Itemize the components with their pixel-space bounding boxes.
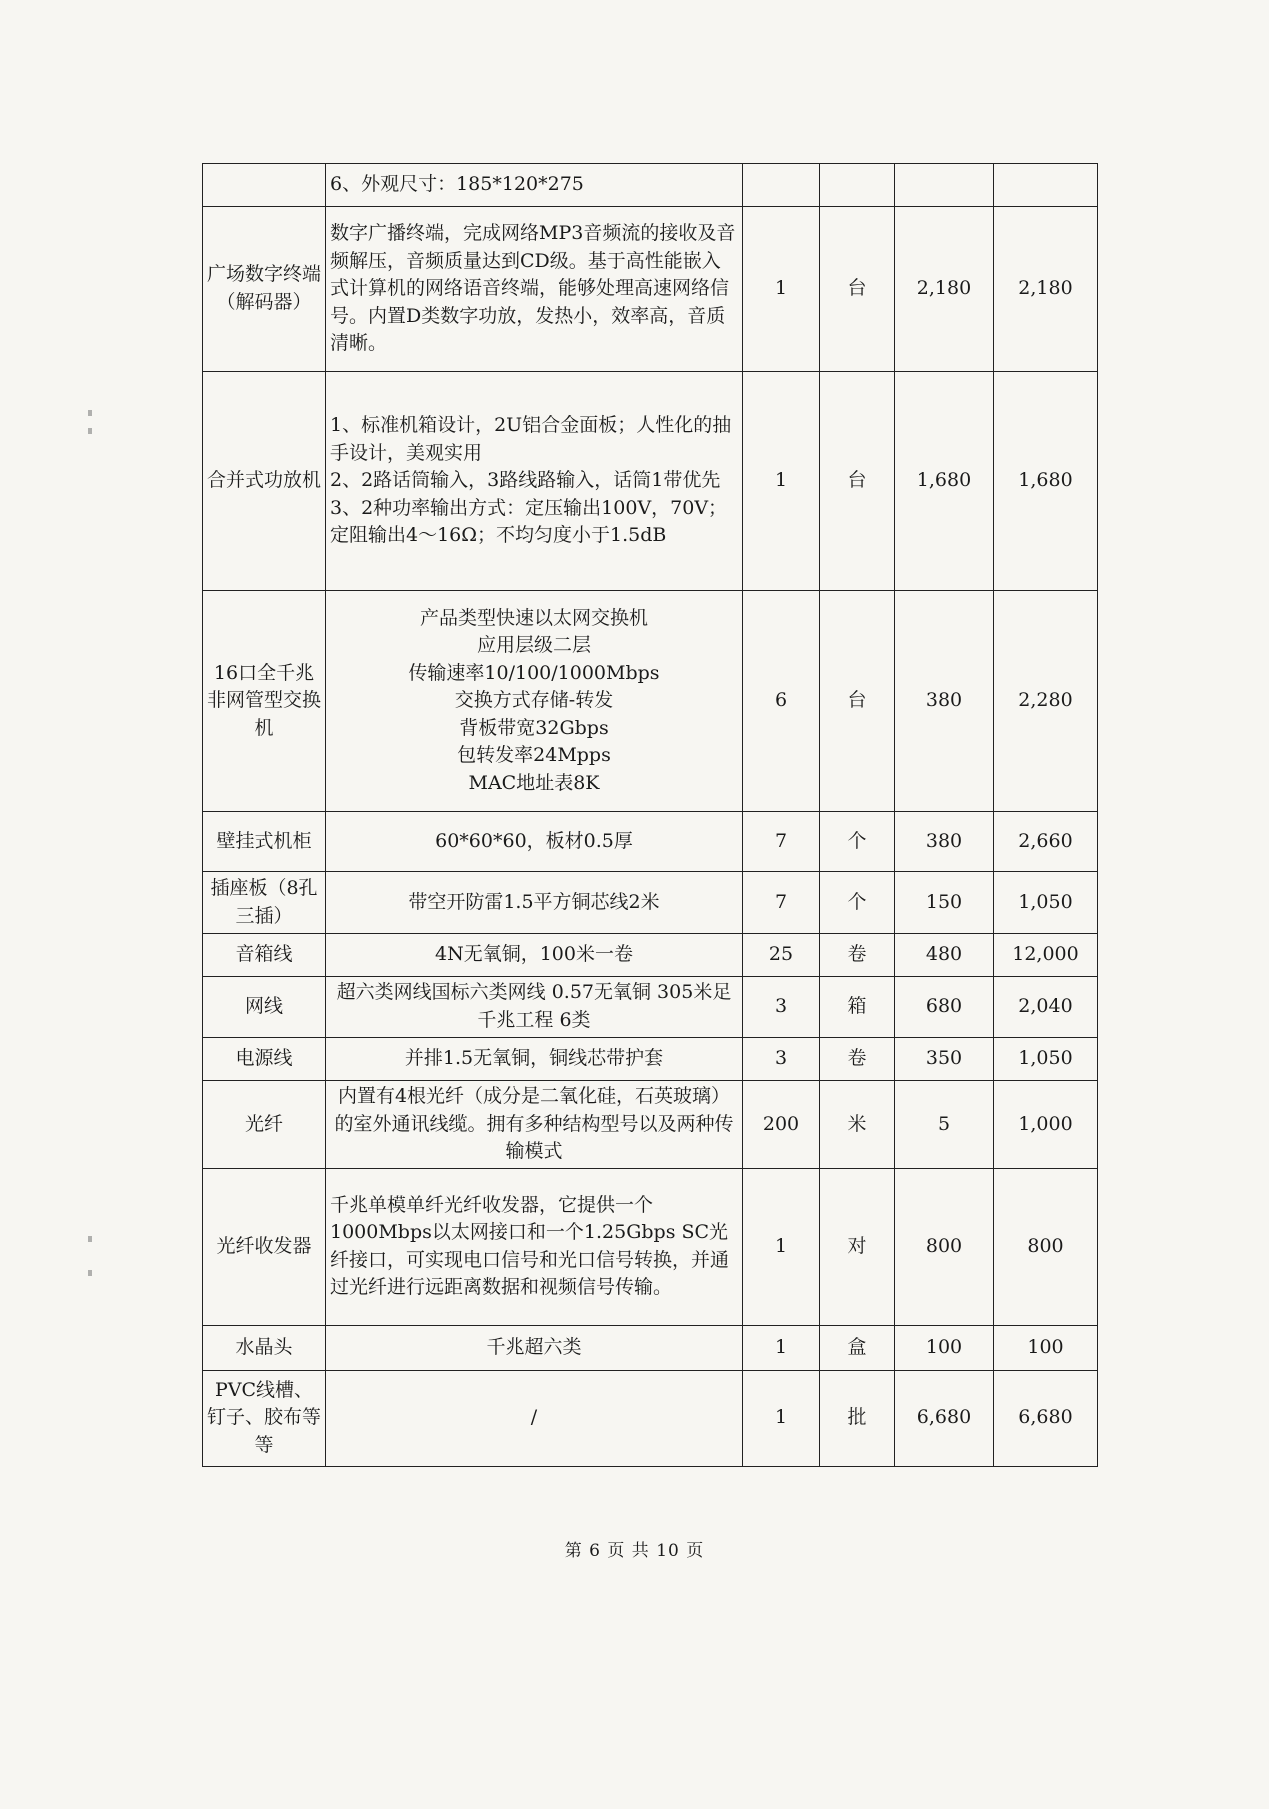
- item-description-cell: [326, 1370, 743, 1466]
- item-name-cell: 光纤收发器: [203, 1168, 326, 1325]
- total-price-cell: 100: [994, 1325, 1098, 1370]
- unit-cell: 台: [820, 591, 895, 812]
- unit-cell: 对: [820, 1168, 895, 1325]
- item-name-cell: 16口全千兆非网管型交换机: [203, 591, 326, 812]
- item-name-cell: 插座板（8孔三插）: [203, 872, 326, 934]
- table-row: [203, 1370, 1098, 1466]
- item-description-cell: [326, 207, 743, 372]
- item-name-cell: 壁挂式机柜: [203, 812, 326, 872]
- item-name-cell: 合并式功放机: [203, 372, 326, 591]
- total-price-cell: [994, 164, 1098, 207]
- item-description-cell: [326, 372, 743, 591]
- description-line: 2、2路话筒输入，3路线路输入，话筒1带优先: [330, 469, 721, 492]
- item-name-cell: 音箱线: [203, 934, 326, 977]
- total-price-cell: 6,680: [994, 1370, 1098, 1466]
- item-description-cell: [326, 1325, 743, 1370]
- table-body: [203, 164, 1098, 1467]
- scan-speck: [88, 410, 92, 416]
- quantity-cell: 200: [743, 1081, 820, 1169]
- unit-price-cell: 680: [895, 977, 994, 1038]
- unit-price-cell: 800: [895, 1168, 994, 1325]
- unit-cell: 个: [820, 872, 895, 934]
- quantity-cell: 1: [743, 1370, 820, 1466]
- description-line: 应用层级二层: [476, 634, 591, 657]
- description-line: 6、外观尺寸：185*120*275: [330, 173, 584, 196]
- unit-price-cell: [895, 164, 994, 207]
- description-line: 1、标准机箱设计，2U铝合金面板；人性化的抽手设计，美观实用: [330, 414, 732, 464]
- unit-price-cell: 100: [895, 1325, 994, 1370]
- unit-cell: 批: [820, 1370, 895, 1466]
- item-name-cell: 广场数字终端（解码器）: [203, 207, 326, 372]
- quantity-cell: 3: [743, 977, 820, 1038]
- scan-speck: [88, 1236, 92, 1242]
- description-line: 千兆单模单纤光纤收发器，它提供一个1000Mbps以太网接口和一个1.25Gbps SC光纤接口，可实现电口信号和光口信号转换，并通过光纤进行远距离数据和视频信号传输。: [330, 1193, 730, 1299]
- total-price-cell: 2,180: [994, 207, 1098, 372]
- item-description-cell: [326, 977, 743, 1038]
- description-line: /: [530, 1406, 538, 1429]
- quantity-cell: 1: [743, 207, 820, 372]
- description-line: 背板带宽32Gbps: [459, 716, 609, 739]
- total-price-cell: 2,040: [994, 977, 1098, 1038]
- description-line: 并排1.5无氧铜，铜线芯带护套: [404, 1047, 664, 1070]
- table-row: [203, 164, 1098, 207]
- description-line: 传输速率10/100/1000Mbps: [408, 661, 660, 684]
- quantity-cell: 1: [743, 1325, 820, 1370]
- unit-cell: 米: [820, 1081, 895, 1169]
- item-description-cell: [326, 872, 743, 934]
- description-line: 交换方式存储-转发: [454, 689, 614, 712]
- total-price-cell: 1,050: [994, 872, 1098, 934]
- quantity-cell: 6: [743, 591, 820, 812]
- unit-price-cell: 380: [895, 591, 994, 812]
- item-name-cell: PVC线槽、钉子、胶布等等: [203, 1370, 326, 1466]
- total-price-cell: 2,660: [994, 812, 1098, 872]
- item-name-cell: 光纤: [203, 1081, 326, 1169]
- item-name-cell: 水晶头: [203, 1325, 326, 1370]
- table-row: [203, 1038, 1098, 1081]
- item-description-cell: [326, 1038, 743, 1081]
- description-line: 千兆超六类: [486, 1335, 582, 1358]
- unit-price-cell: 480: [895, 934, 994, 977]
- unit-cell: [820, 164, 895, 207]
- quantity-cell: [743, 164, 820, 207]
- description-line: MAC地址表8K: [468, 771, 600, 794]
- item-description-cell: [326, 1168, 743, 1325]
- table-row: [203, 372, 1098, 591]
- unit-cell: 箱: [820, 977, 895, 1038]
- quantity-cell: 1: [743, 1168, 820, 1325]
- table-row: [203, 1168, 1098, 1325]
- unit-price-cell: 380: [895, 812, 994, 872]
- unit-price-cell: 6,680: [895, 1370, 994, 1466]
- item-name-cell: 电源线: [203, 1038, 326, 1081]
- total-price-cell: 1,000: [994, 1081, 1098, 1169]
- description-line: 产品类型快速以太网交换机: [419, 606, 648, 629]
- table-row: [203, 207, 1098, 372]
- page-footer: 第 6 页 共 10 页: [564, 1541, 705, 1561]
- quantity-cell: 25: [743, 934, 820, 977]
- description-line: 超六类网线国标六类网线 0.57无氧铜 305米足 千兆工程 6类: [336, 981, 732, 1031]
- total-price-cell: 2,280: [994, 591, 1098, 812]
- description-line: 带空开防雷1.5平方铜芯线2米: [408, 890, 660, 913]
- table-row: [203, 1325, 1098, 1370]
- unit-cell: 台: [820, 207, 895, 372]
- equipment-table: [202, 163, 1098, 1467]
- scan-speck: [88, 1270, 92, 1276]
- total-price-cell: 800: [994, 1168, 1098, 1325]
- unit-price-cell: 2,180: [895, 207, 994, 372]
- unit-cell: 盒: [820, 1325, 895, 1370]
- item-description-cell: [326, 812, 743, 872]
- scan-speck: [88, 428, 92, 434]
- table-row: [203, 1081, 1098, 1169]
- quantity-cell: 1: [743, 372, 820, 591]
- unit-price-cell: 5: [895, 1081, 994, 1169]
- unit-cell: 卷: [820, 934, 895, 977]
- total-price-cell: 1,050: [994, 1038, 1098, 1081]
- item-description-cell: [326, 164, 743, 207]
- unit-cell: 台: [820, 372, 895, 591]
- table-row: [203, 934, 1098, 977]
- table-row: [203, 591, 1098, 812]
- unit-cell: 卷: [820, 1038, 895, 1081]
- total-price-cell: 12,000: [994, 934, 1098, 977]
- table-row: [203, 872, 1098, 934]
- unit-price-cell: 350: [895, 1038, 994, 1081]
- item-description-cell: [326, 934, 743, 977]
- table-row: [203, 977, 1098, 1038]
- unit-price-cell: 150: [895, 872, 994, 934]
- quantity-cell: 7: [743, 872, 820, 934]
- unit-cell: 个: [820, 812, 895, 872]
- table-row: [203, 812, 1098, 872]
- unit-price-cell: 1,680: [895, 372, 994, 591]
- description-line: 内置有4根光纤（成分是二氧化硅，石英玻璃）的室外通讯线缆。拥有多种结构型号以及两种传输模式: [334, 1085, 734, 1163]
- total-price-cell: 1,680: [994, 372, 1098, 591]
- description-line: 4N无氧铜，100米一卷: [435, 943, 633, 966]
- item-description-cell: [326, 1081, 743, 1169]
- item-description-cell: [326, 591, 743, 812]
- item-name-cell: 网线: [203, 977, 326, 1038]
- quantity-cell: 3: [743, 1038, 820, 1081]
- quantity-cell: 7: [743, 812, 820, 872]
- description-line: 包转发率24Mpps: [457, 744, 611, 767]
- description-line: 60*60*60，板材0.5厚: [435, 829, 633, 852]
- description-line: 3、2种功率输出方式：定压输出100V，70V；定阻输出4～16Ω；不均匀度小于1.5dB: [330, 496, 728, 547]
- description-line: 数字广播终端，完成网络MP3音频流的接收及音频解压，音频质量达到CD级。基于高性能嵌入式计算机的网络语音终端，能够处理高速网络信号。内置D类数字功放，发热小，效率高，音质清晰。: [330, 222, 736, 355]
- item-name-cell: [203, 164, 326, 207]
